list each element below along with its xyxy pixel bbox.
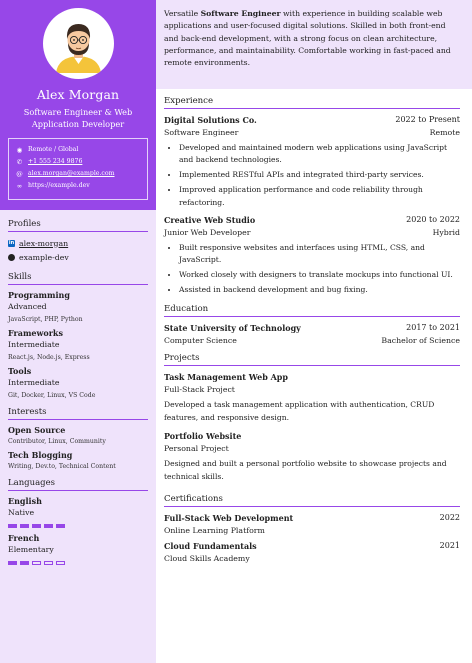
experience-item	[164, 215, 460, 297]
certification-name: Cloud Fundamentals	[164, 540, 257, 551]
rating-bar-filled	[20, 561, 29, 565]
language-rating	[8, 524, 148, 528]
interest-keywords: Writing, Dev.to, Technical Content	[8, 463, 116, 470]
language-name: French	[8, 533, 40, 543]
project-item	[164, 372, 460, 425]
skill-name: Frameworks	[8, 328, 63, 338]
linkedin-icon: in	[8, 239, 15, 246]
interest-keywords: Contributor, Linux, Community	[8, 438, 106, 445]
interest-name: Open Source	[8, 425, 66, 435]
summary-text-end: with experience in building scalable web applications and user-focused digital solutions. Skilled in both front-end and back-end development, with a strong focus on clean architecture, performance, and maintainability. Comfortable working in fast-paced and remote environments.	[164, 9, 451, 68]
contact-phone	[16, 156, 147, 168]
certification-issuer: Cloud Skills Academy	[164, 553, 250, 563]
certification-year: 2022	[439, 512, 460, 522]
skill-keywords: React.js, Node.js, Express	[8, 354, 90, 361]
certification-item	[164, 513, 460, 535]
main-body	[156, 89, 472, 563]
education-dates: 2017 to 2021	[406, 323, 460, 333]
highlight-item: • Assisted in backend development and bug fixing.	[179, 284, 460, 296]
avatar	[43, 8, 114, 79]
highlight-item: • Implemented RESTful APIs and integrated third-party services.	[179, 169, 460, 181]
job-position: Junior Web Developer	[164, 227, 251, 237]
job-highlights	[179, 142, 460, 209]
job-location: Remote	[429, 128, 460, 137]
summary	[156, 0, 472, 89]
candidate-role: Software Engineer & Web Application Developer	[23, 107, 133, 130]
main-content	[156, 0, 472, 663]
rating-bar-filled	[20, 524, 29, 528]
skill-level: Advanced	[8, 302, 47, 311]
candidate-name: Alex Morgan	[36, 87, 120, 102]
project-type: Full-Stack Project	[164, 385, 235, 395]
sidebar-header	[0, 0, 156, 210]
skill-item	[8, 290, 148, 323]
certification-item	[164, 541, 460, 563]
skills-title: Skills	[8, 272, 148, 285]
rating-bar-empty	[44, 561, 53, 565]
rating-bar-filled	[56, 524, 65, 528]
experience-title: Experience	[164, 96, 460, 109]
project-item	[164, 431, 460, 484]
language-item	[8, 533, 148, 565]
company-name: Creative Web Studio	[164, 214, 256, 225]
rating-bar-empty	[56, 561, 65, 565]
github-link[interactable]: example-dev	[19, 252, 69, 262]
location-text: Remote / Global	[28, 146, 79, 154]
skill-keywords: JavaScript, PHP, Python	[8, 316, 83, 323]
skill-item	[8, 328, 148, 361]
summary-text-start: Versatile	[164, 9, 201, 18]
rating-bar-filled	[8, 561, 17, 565]
company-name: Digital Solutions Co.	[164, 115, 257, 125]
project-name: Portfolio Website	[164, 431, 242, 442]
education-item	[164, 323, 460, 345]
interests-title: Interests	[8, 407, 148, 420]
sidebar-body	[0, 210, 156, 565]
skill-item	[8, 366, 148, 399]
language-fluency: Elementary	[8, 545, 54, 554]
rating-bar-filled	[44, 524, 53, 528]
job-location: Hybrid	[432, 227, 460, 237]
profile-linkedin	[8, 236, 148, 250]
language-rating	[8, 561, 148, 565]
github-icon	[8, 254, 15, 261]
certification-year: 2021	[439, 540, 460, 550]
education-degree: Bachelor of Science	[381, 336, 460, 346]
projects-title: Projects	[164, 353, 460, 366]
interest-item	[8, 425, 148, 445]
contact-website	[16, 180, 147, 192]
project-description: Developed a task management application with authentication, CRUD features, and responsive design.	[164, 400, 435, 423]
job-highlights	[179, 242, 460, 297]
education-title: Education	[164, 304, 460, 317]
highlight-item: • Built responsive websites and interfaces using HTML, CSS, and JavaScript.	[179, 242, 460, 266]
email-link[interactable]: alex.morgan@example.com	[28, 170, 115, 178]
rating-bar-filled	[8, 524, 17, 528]
project-name: Task Management Web App	[164, 372, 288, 383]
highlight-item: • Worked closely with designers to translate mockups into functional UI.	[179, 269, 460, 281]
at-sign-icon: @	[16, 169, 23, 178]
highlight-item: • Improved application performance and code reliability through refactoring.	[179, 184, 460, 208]
website-link[interactable]: https://example.dev	[28, 182, 90, 190]
highlight-item: • Developed and maintained modern web applications using JavaScript and backend technologies.	[179, 142, 460, 166]
phone-icon: ✆	[16, 157, 23, 166]
languages-title: Languages	[8, 478, 148, 491]
job-dates: 2022 to Present	[395, 115, 460, 124]
contact-email	[16, 168, 147, 180]
language-item	[8, 496, 148, 528]
project-description: Designed and built a personal portfolio website to showcase projects and technical skills.	[164, 459, 447, 481]
contact-location	[16, 144, 147, 156]
profiles-title: Profiles	[8, 219, 148, 232]
summary-highlight: Software Engineer	[200, 9, 281, 18]
phone-link[interactable]: +1 555 234 9876	[28, 158, 83, 166]
certifications-title: Certifications	[164, 494, 460, 507]
institution-name: State University of Technology	[164, 323, 301, 334]
skill-level: Intermediate	[8, 378, 60, 387]
rating-bar-empty	[32, 561, 41, 565]
project-type: Personal Project	[164, 444, 229, 454]
contact-box	[8, 138, 148, 200]
link-icon: ∞	[16, 181, 23, 190]
job-position: Software Engineer	[164, 128, 239, 137]
certification-issuer: Online Learning Platform	[164, 525, 265, 535]
skill-keywords: Git, Docker, Linux, VS Code	[8, 392, 96, 399]
linkedin-link[interactable]: alex-morgan	[19, 238, 69, 248]
interest-name: Tech Blogging	[8, 450, 73, 460]
skill-level: Intermediate	[8, 340, 60, 349]
skill-name: Programming	[8, 290, 70, 300]
language-name: English	[8, 496, 42, 506]
profile-github	[8, 250, 148, 264]
skill-name: Tools	[8, 366, 32, 376]
avatar-illustration-icon	[46, 11, 111, 76]
job-dates: 2020 to 2022	[406, 214, 460, 224]
location-pin-icon: ◉	[16, 145, 23, 154]
certification-name: Full-Stack Web Development	[164, 512, 294, 523]
sidebar	[0, 0, 156, 663]
education-area: Computer Science	[164, 336, 237, 346]
experience-item	[164, 115, 460, 209]
interest-item	[8, 450, 148, 470]
rating-bar-filled	[32, 524, 41, 528]
language-fluency: Native	[8, 508, 35, 517]
